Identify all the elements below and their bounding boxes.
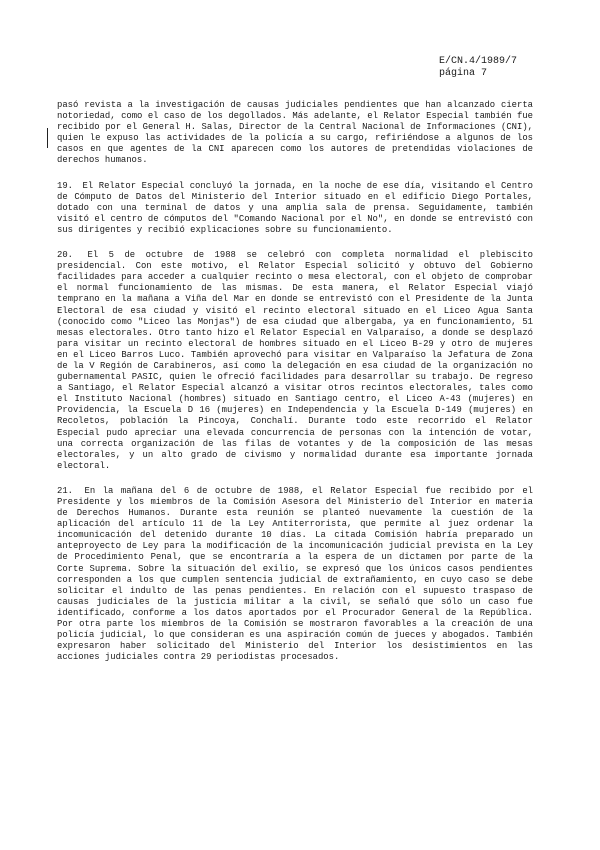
paragraph-text: En la mañana del 6 de octubre de 1988, el Relator Especial fue recibido por el Presidente y los miembros de la Comisión Asesora del Ministerio del Interior en materia de Derechos Humanos. Durante esta reunión se planteó nuevamente la cuestión de la aplicación del artículo 11 de la Ley Antiterrorista, que permite al juez ordenar la incomunicación del detenido durante 10 días. La citada Comisión habría preparado un anteproyecto de Ley para la modificación de la incomunicación judicial prevista en la Ley de Procedimiento Penal, que se encontraría a la espera de un dictamen por parte de la Corte Suprema. Sobre la situación del exilio, se expresó que los únicos casos pendientes corresponden a los que cumplen sentencia judicial de extrañamiento, en cuyo caso se debe solicitar el indulto de las penas pendientes. En relación con el supuesto traspaso de causas judiciales de la justicia militar a la civil, se señaló que sólo un caso fue identificado, conforme a los datos aportados por el Procurador General de la República. Por otra parte los miembros de la Comisión se mostraron favorables a la creación de una policía judicial, lo que consideran es una aspiración común de jueces y abogados. También expresaron haber solicitado del Ministerio del Interior los desistimientos en las acciones judiciales contra 29 periodistas procesados. — [57, 485, 533, 663]
paragraph-20 — [57, 250, 533, 472]
page-number: página 7 — [439, 68, 488, 79]
revision-margin-bar — [47, 128, 48, 148]
paragraph-21 — [57, 486, 533, 664]
document-header — [439, 56, 517, 80]
document-body — [57, 100, 533, 677]
paragraph-number: 20. — [57, 250, 73, 261]
paragraph-text: El Relator Especial concluyó la jornada, en la noche de ese día, visitando el Centro de Cómputo de Datos del Ministerio del Interior situado en el edificio Diego Portales, dotado con una terminal de datos y una amplia sala de prensa. Seguidamente, también visitó el centro de cómputos del "Comando Nacional por el No", en donde se entrevistó con sus dirigentes y recibió explicaciones sobre su funcionamiento. — [57, 180, 533, 235]
paragraph-19 — [57, 181, 533, 236]
paragraph-number: 19. — [57, 180, 73, 191]
paragraph-number: 21. — [57, 485, 73, 496]
paragraph-text: pasó revista a la investigación de causas judiciales pendientes que han alcanzado cierta notoriedad, como el caso de los degollados. Más adelante, el Relator Especial también fue recibido por el General H. Salas, Director de la Central Nacional de Informaciones (CNI), quien le expuso las actividades de la policía a su cargo, refiriéndose a algunos de los casos en que agentes de la CNI aparecen como los autores de pretendidas violaciones de derechos humanos. — [57, 100, 533, 166]
paragraph-text: El 5 de octubre de 1988 se celebró con completa normalidad el plebiscito presidencial. Con este motivo, el Relator Especial solicitó y obtuvo del Gobierno facilidades para acceder a cualquier recinto o mesa electoral, con el objeto de comprobar el normal funcionamiento de las mismas. De esta manera, el Relator Especial viajó temprano en la mañana a Viña del Mar en donde se entrevistó con el Presidente de la Junta Electoral de esa ciudad y visitó el recinto electoral situado en el Liceo Agua Santa (conocido como "Liceo las Monjas") de esa ciudad que albergaba, ya en funcionamiento, 51 mesas electorales. Otro tanto hizo el Relator Especial en Valparaíso, a donde se desplazó para visitar un recinto electoral de hombres situado en el Liceo B-29 y otro de mujeres en el Liceo Barros Luco. También aprovechó para visitar en Valparaíso la Jefatura de Zona de la V Región de Carabineros, así como la delegación en esa ciudad de la organización no gubernamental PASIC, quien le ofreció facilidades para desarrollar su trabajo. De regreso a Santiago, el Relator Especial alcanzó a visitar otros recintos electorales, tales como el Instituto Nacional (hombres) situado en Santiago centro, el Liceo A-43 (mujeres) en Providencia, la Escuela D 16 (mujeres) en Independencia y la Escuela D-149 (mujeres) en Recoletos, población la Pincoya, Conchalí. Durante todo este recorrido el Relator Especial pudo apreciar una elevada concurrencia de personas con la intención de votar, una correcta organización de las filas de votantes y de la composición de las mesas electorales, y un alto grado de civismo y normalidad durante esa importante jornada electoral. — [57, 250, 533, 471]
paragraph-continuation — [57, 100, 533, 167]
document-symbol: E/CN.4/1989/7 — [439, 56, 518, 67]
